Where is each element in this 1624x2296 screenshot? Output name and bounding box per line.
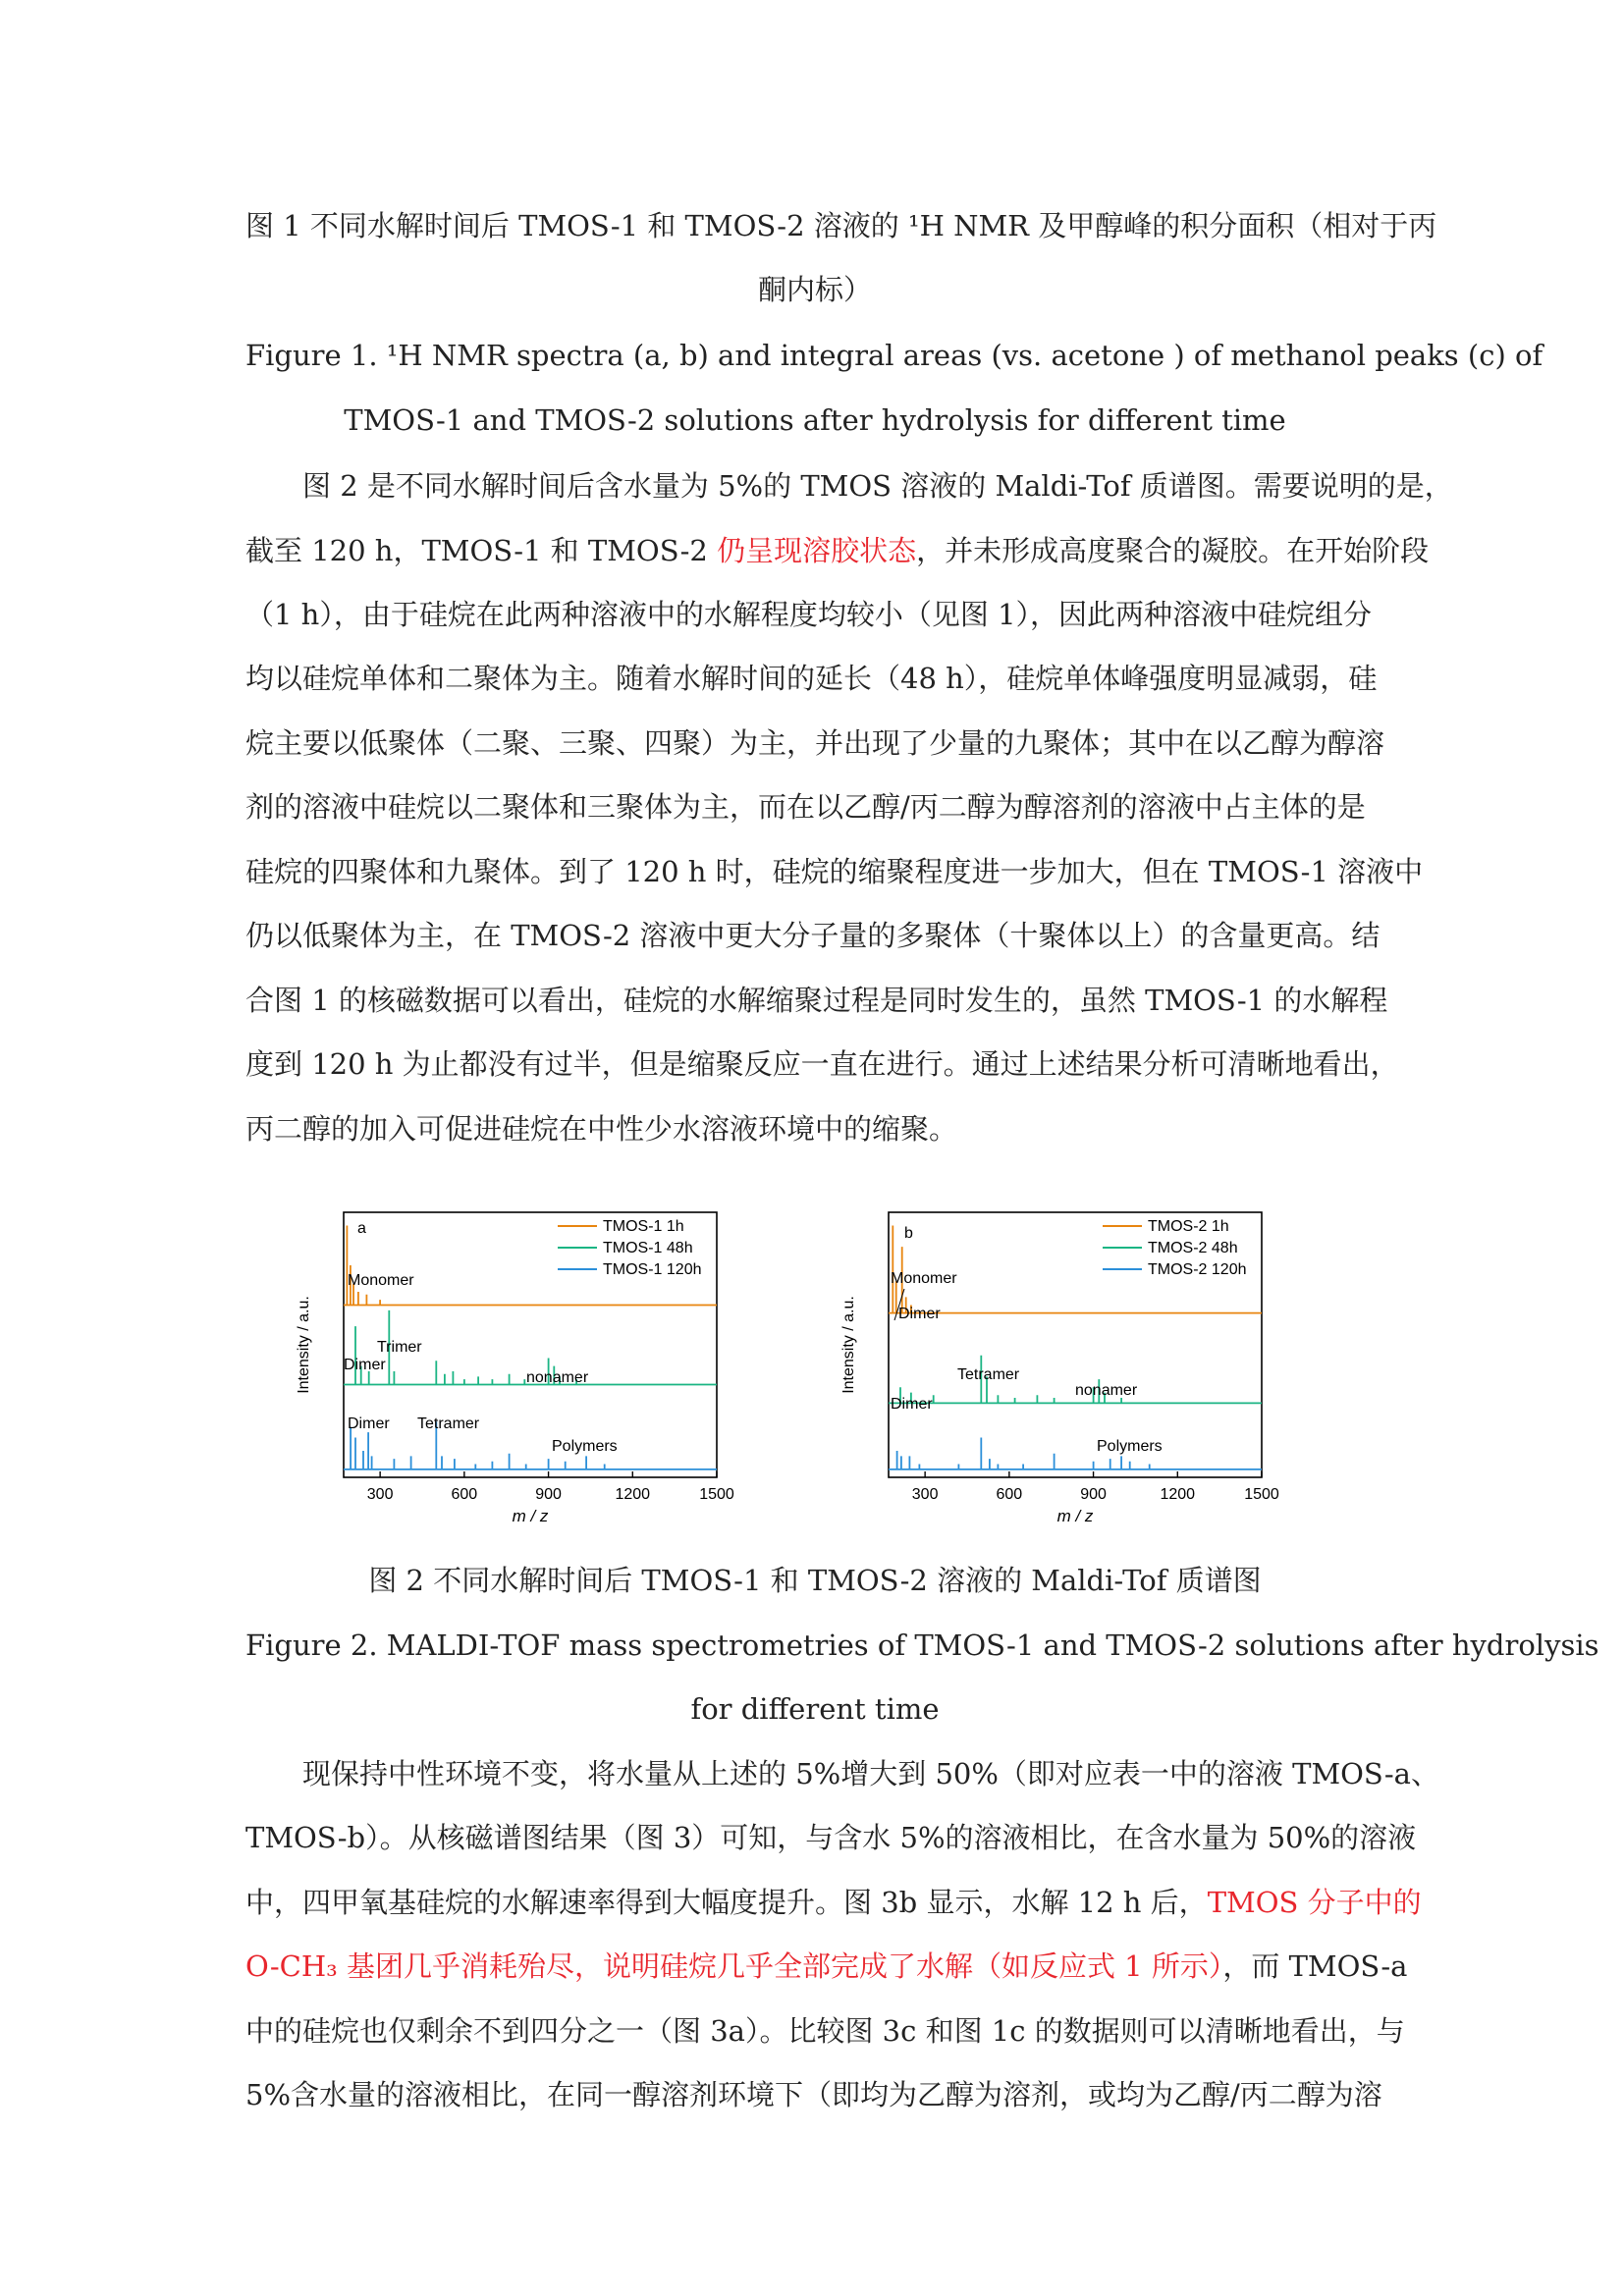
para1-line-1: 图 2 是不同水解时间后含水量为 5%的 TMOS 溶液的 Maldi-Tof 质谱图。需要说明的是， (302, 469, 1453, 503)
x-tick-label: 600 (996, 1486, 1023, 1503)
para2-line-1: 现保持中性环境不变，将水量从上述的 5%增大到 50%（即对应表一中的溶液 TMOS-a、 (302, 1757, 1439, 1790)
annotation-nonamer: nonamer (526, 1369, 589, 1386)
x-tick-label: 300 (911, 1486, 939, 1503)
para1-line-2-post: ，并未形成高度聚合的凝胶。在开始阶段 (916, 534, 1430, 567)
para1-line-2-pre: 截至 120 h，TMOS-1 和 TMOS-2 (245, 534, 718, 567)
x-tick-label: 900 (1080, 1486, 1107, 1503)
legend (558, 1218, 701, 1278)
annotation-monomer: Monomer (891, 1270, 957, 1287)
para1-line-5: 烷主要以低聚体（二聚、三聚、四聚）为主，并出现了少量的九聚体；其中在以乙醇为醇溶 (245, 726, 1385, 760)
para2-line-3-pre: 中，四甲氧基硅烷的水解速率得到大幅度提升。图 3b 显示，水解 12 h 后， (245, 1886, 1208, 1919)
legend-label-1h: TMOS-2 1h (1148, 1218, 1229, 1235)
fig2-caption-en-line2: for different time (690, 1692, 940, 1726)
para2-line-4-post: ，而 TMOS-a (1222, 1949, 1408, 1983)
legend-label-48h: TMOS-2 48h (1148, 1240, 1238, 1256)
series-line-tmos-2-120h (889, 1438, 1262, 1469)
x-tick-label: 600 (451, 1486, 478, 1503)
x-tick-label: 900 (535, 1486, 562, 1503)
legend-label-120h: TMOS-2 120h (1148, 1261, 1247, 1278)
para1-line-7: 硅烷的四聚体和九聚体。到了 120 h 时，硅烷的缩聚程度进一步加大，但在 TMOS-1 溶液中 (245, 855, 1424, 888)
para1-line-2 (245, 531, 1430, 570)
para2-line-6: 5%含水量的溶液相比，在同一醇溶剂环境下（即均为乙醇为溶剂，或均为乙醇/丙二醇为溶 (245, 2078, 1382, 2111)
x-axis-label: m / z (512, 1507, 549, 1525)
annotation-nonamer: nonamer (1075, 1382, 1138, 1399)
annotation-dimer-48h: Dimer (344, 1357, 386, 1373)
fig1-caption-en-line2: TMOS-1 and TMOS-2 solutions after hydrolysis for different time (344, 403, 1286, 437)
x-tick-label: 1500 (1244, 1486, 1279, 1503)
para1-line-10: 度到 120 h 为止都没有过半，但是缩聚反应一直在进行。通过上述结果分析可清晰地看出， (245, 1047, 1399, 1081)
fig1-caption-cn-line1: 图 1 不同水解时间后 TMOS-1 和 TMOS-2 溶液的 ¹H NMR 及甲醇峰的积分面积（相对于丙 (245, 209, 1437, 242)
y-axis-label: Intensity / a.u. (840, 1296, 857, 1394)
para1-line-6: 剂的溶液中硅烷以二聚体和三聚体为主，而在以乙醇/丙二醇为醇溶剂的溶液中占主体的是 (245, 790, 1366, 824)
annotation-monomer: Monomer (348, 1272, 414, 1289)
panel-label: a (357, 1220, 366, 1237)
x-axis-label: m / z (1056, 1507, 1094, 1525)
annotation-dimer-1h: Dimer (898, 1306, 941, 1322)
fig2-caption-cn: 图 2 不同水解时间后 TMOS-1 和 TMOS-2 溶液的 Maldi-Tof 质谱图 (368, 1564, 1262, 1597)
para2-line-3-highlight: TMOS 分子中的 (1207, 1886, 1422, 1919)
ms-chart-panel-b (839, 1202, 1279, 1526)
ms-chart-panel-a (295, 1202, 734, 1526)
para1-line-3: （1 h），由于硅烷在此两种溶液中的水解程度均较小（见图 1），因此两种溶液中硅烷组分 (245, 598, 1373, 631)
series-line-tmos-1-120h (344, 1421, 717, 1469)
annotation-dimer-120h: Dimer (348, 1415, 390, 1432)
para1-line-2-highlight: 仍呈现溶胶状态 (717, 534, 917, 567)
x-tick-label: 1200 (1160, 1486, 1196, 1503)
annotation-tetramer: Tetramer (417, 1415, 480, 1432)
para2-line-2: TMOS-b）。从核磁谱图结果（图 3）可知，与含水 5%的溶液相比，在含水量为 50%的溶液 (245, 1821, 1417, 1854)
legend-label-120h: TMOS-1 120h (603, 1261, 702, 1278)
fig1-caption-cn-line2: 酮内标） (757, 273, 872, 306)
para1-line-8: 仍以低聚体为主，在 TMOS-2 溶液中更大分子量的多聚体（十聚体以上）的含量更高。结 (245, 919, 1380, 952)
para2-line-5: 中的硅烷也仅剩余不到四分之一（图 3a）。比较图 3c 和图 1c 的数据则可以清晰地看出，与 (245, 2014, 1405, 2048)
annotation-dimer-48h: Dimer (891, 1396, 933, 1413)
legend-label-1h: TMOS-1 1h (603, 1218, 684, 1235)
annotation-polymers: Polymers (552, 1438, 618, 1455)
panel-label: b (904, 1225, 913, 1242)
para1-line-9: 合图 1 的核磁数据可以看出，硅烷的水解缩聚过程是同时发生的，虽然 TMOS-1 的水解程 (245, 984, 1388, 1017)
fig2-caption-en-line1: Figure 2. MALDI-TOF mass spectrometries of TMOS-1 and TMOS-2 solutions after hydrolysis (245, 1629, 1599, 1662)
annotation-trimer: Trimer (377, 1339, 422, 1356)
para1-line-4: 均以硅烷单体和二聚体为主。随着水解时间的延长（48 h），硅烷单体峰强度明显减弱，硅 (245, 662, 1378, 695)
annotation-tetramer: Tetramer (957, 1366, 1020, 1383)
para2-line-3 (245, 1883, 1422, 1922)
x-tick-label: 300 (366, 1486, 394, 1503)
legend (1103, 1218, 1246, 1278)
para2-line-4 (245, 1947, 1408, 1986)
y-axis-label: Intensity / a.u. (296, 1296, 312, 1394)
para2-line-4-highlight: O-CH₃ 基团几乎消耗殆尽，说明硅烷几乎全部完成了水解（如反应式 1 所示） (245, 1949, 1223, 1983)
x-tick-label: 1200 (615, 1486, 651, 1503)
fig1-caption-en-line1: Figure 1. ¹H NMR spectra (a, b) and integral areas (vs. acetone ) of methanol peaks (c) of (245, 339, 1543, 372)
para1-line-11: 丙二醇的加入可促进硅烷在中性少水溶液环境中的缩聚。 (245, 1112, 958, 1146)
annotation-polymers: Polymers (1097, 1438, 1163, 1455)
legend-label-48h: TMOS-1 48h (603, 1240, 693, 1256)
x-tick-label: 1500 (699, 1486, 734, 1503)
